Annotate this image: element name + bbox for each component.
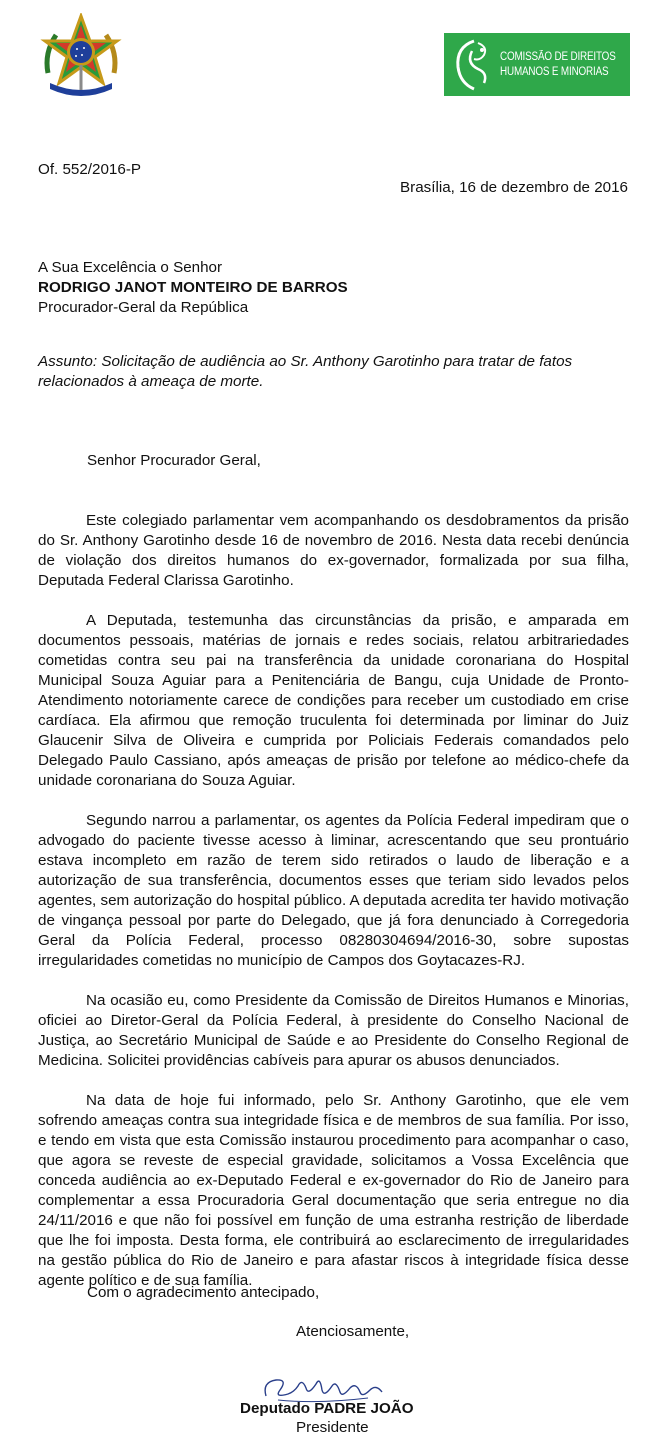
signer-name: Deputado PADRE JOÃO <box>240 1400 414 1417</box>
commission-logo <box>444 33 630 96</box>
letter-body <box>38 511 629 1311</box>
signer-role: Presidente <box>296 1419 369 1436</box>
closing-line: Com o agradecimento antecipado, <box>87 1284 320 1301</box>
addressee-block <box>38 258 348 318</box>
commission-logo-icon <box>444 33 502 96</box>
salutation: Senhor Procurador Geral, <box>87 452 261 469</box>
body-paragraph: Na ocasião eu, como Presidente da Comissão de Direitos Humanos e Minorias, oficiei ao Diretor-Geral da Polícia Federal, à presidente do Conselho Nacional de Justiça, ao Secretário Municipal de Saúde e ao Presidente do Conselho Regional de Medicina. Solicitei providências cabíveis para apurar os abusos denunciados. <box>38 992 629 1069</box>
letter-subject: Assunto: Solicitação de audiência ao Sr. Anthony Garotinho para tratar de fatos relacionados à ameaça de morte. <box>38 353 573 390</box>
body-paragraph: Este colegiado parlamentar vem acompanhando os desdobramentos da prisão do Sr. Anthony Garotinho desde 16 de novembro de 2016. Nesta data recebi denúncia de violação dos direitos humanos do ex-governador, formalizada por sua filha, Deputada Federal Clarissa Garotinho. <box>38 512 629 589</box>
commission-logo-line2: HUMANOS E MINORIAS <box>500 65 609 78</box>
place-date: Brasília, 16 de dezembro de 2016 <box>400 179 628 196</box>
commission-logo-text <box>500 50 616 80</box>
addressee-name: RODRIGO JANOT MONTEIRO DE BARROS <box>38 279 348 296</box>
body-paragraph: Segundo narrou a parlamentar, os agentes da Polícia Federal impediram que o advogado do paciente tivesse acesso à liminar, acrescentando que seu prontuário estava incompleto em razão de terem sido retirados o laudo de liberação e a autorização de sua transferência, documentos esses que teriam sido levados pelos agentes, sem autorização do hospital público. A deputada acredita ter havido motivação de vingança pessoal por parte do Delegado, que já fora denunciado à Corregedoria Geral da Polícia Federal, processo 08280304694/2016-30, sobre supostas irregularidades cometidas no município de Campos dos Goytacazes-RJ. <box>38 812 630 969</box>
body-paragraph: A Deputada, testemunha das circunstâncias da prisão, e amparada em documentos pessoais, matérias de jornais e redes sociais, relatou arbitrariedades cometidas contra seu pai na transferência da unidade coronariana do Hospital Municipal Souza Aguiar para a Penitenciária de Bangu, cuja Unidade de Pronto-Atendimento notoriamente carece de condições para receber um custodiado em crise cardíaca. Ela afirmou que remoção truculenta foi determinada por liminar do Juiz Glaucenir Silva de Oliveira e cumprida por Policiais Federais comandados pelo Delegado Paulo Cassiano, após ameaças de prisão por telefone ao médico-chefe da unidade coronariana do Souza Aguiar. <box>38 612 629 789</box>
body-paragraph: Na data de hoje fui informado, pelo Sr. Anthony Garotinho, que ele vem sofrendo ameaças contra sua integridade física e de membros de sua família. Por isso, e tendo em vista que esta Comissão instaurou procedimento para acompanhar o caso, que agora se reveste de especial gravidade, solicitamos a Vossa Excelência que conceda audiência ao ex-Deputado Federal e ex-governador do Rio de Janeiro para complementar a essa Procuradoria Geral documentação que seria entregue no dia 24/11/2016 e que não foi possível em função de uma estranha restrição de liberdade que lhe foi imposta. Desta forma, ele contribuirá ao esclarecimento de irregularidades na gestão pública do Rio de Janeiro e para afastar riscos à integridade física desse agente político e de sua família. <box>38 1092 629 1289</box>
addressee-title: Procurador-Geral da República <box>38 299 249 316</box>
regards-line: Atenciosamente, <box>296 1323 410 1340</box>
addressee-line1: A Sua Excelência o Senhor <box>38 259 223 276</box>
letter-reference: Of. 552/2016-P <box>38 161 142 178</box>
commission-logo-line1: COMISSÃO DE DIREITOS <box>500 50 616 63</box>
brazil-coat-of-arms-icon <box>38 13 124 99</box>
